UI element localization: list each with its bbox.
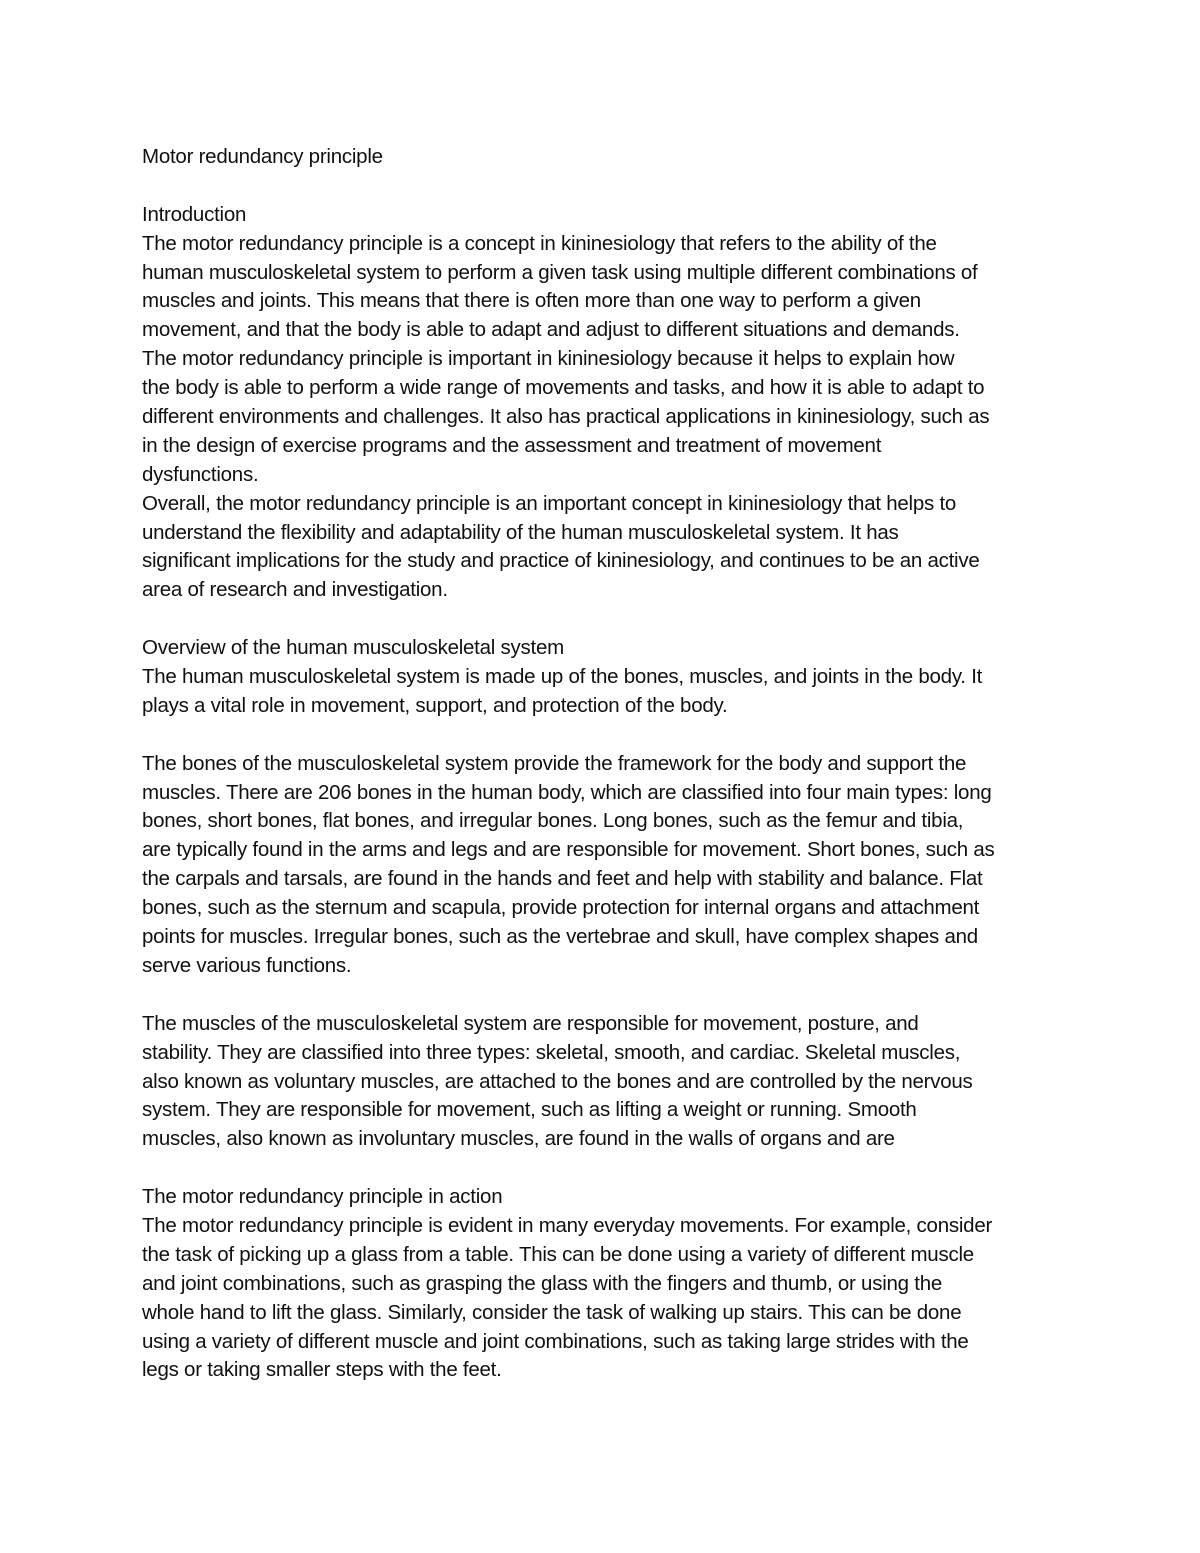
blank-line [142, 981, 1072, 1010]
document-page [142, 143, 1072, 1385]
text-line: serve various functions. [142, 953, 352, 977]
text-line: movement, and that the body is able to adapt and adjust to different situations and demands. [142, 318, 960, 342]
text-line: The motor redundancy principle is evident in many everyday movements. For example, consider [142, 1213, 993, 1237]
text-line: in the design of exercise programs and the assessment and treatment of movement [142, 433, 882, 457]
section-heading: Overview of the human musculoskeletal system [142, 636, 564, 660]
text-line: legs or taking smaller steps with the feet. [142, 1358, 502, 1382]
text-line: system. They are responsible for movement, such as lifting a weight or running. Smooth [142, 1098, 917, 1122]
text-line: muscles, also known as involuntary muscles, are found in the walls of organs and are [142, 1127, 895, 1151]
text-line: the body is able to perform a wide range of movements and tasks, and how it is able to adapt to [142, 376, 985, 400]
text-line: dysfunctions. [142, 462, 259, 486]
section-introduction [142, 201, 1072, 605]
paragraph-bones [142, 750, 1072, 981]
text-line: area of research and investigation. [142, 578, 448, 602]
blank-line [142, 721, 1072, 750]
text-line: stability. They are classified into three types: skeletal, smooth, and cardiac. Skeletal muscles, [142, 1040, 961, 1064]
text-line: The human musculoskeletal system is made up of the bones, muscles, and joints in the body. It [142, 665, 983, 689]
text-line: muscles and joints. This means that there is often more than one way to perform a given [142, 289, 921, 313]
text-line: The bones of the musculoskeletal system provide the framework for the body and support the [142, 751, 967, 775]
text-line: are typically found in the arms and legs and are responsible for movement. Short bones, such as [142, 838, 995, 862]
blank-line [142, 172, 1072, 201]
paragraph-muscles [142, 1010, 1072, 1154]
blank-line [142, 1154, 1072, 1183]
text-line: understand the flexibility and adaptability of the human musculoskeletal system. It has [142, 520, 899, 544]
section-heading: The motor redundancy principle in action [142, 1185, 503, 1209]
section-in-action [142, 1183, 1072, 1385]
text-line: and joint combinations, such as grasping the glass with the fingers and thumb, or using the [142, 1271, 943, 1295]
text-line: bones, such as the sternum and scapula, provide protection for internal organs and attachment [142, 896, 980, 920]
text-line: Overall, the motor redundancy principle is an important concept in kininesiology that helps to [142, 491, 957, 515]
text-line: human musculoskeletal system to perform a given task using multiple different combinations of [142, 260, 978, 284]
text-line: The motor redundancy principle is important in kininesiology because it helps to explain how [142, 347, 955, 371]
text-line: the task of picking up a glass from a table. This can be done using a variety of different muscle [142, 1242, 974, 1266]
text-line: points for muscles. Irregular bones, such as the vertebrae and skull, have complex shapes and [142, 925, 978, 949]
document-title: Motor redundancy principle [142, 145, 383, 168]
text-line: whole hand to lift the glass. Similarly, consider the task of walking up stairs. This can be done [142, 1300, 962, 1324]
text-line: using a variety of different muscle and joint combinations, such as taking large strides with the [142, 1329, 969, 1353]
text-line: significant implications for the study and practice of kininesiology, and continues to be an active [142, 549, 980, 573]
text-line: also known as voluntary muscles, are attached to the bones and are controlled by the nervous [142, 1069, 973, 1093]
blank-line [142, 605, 1072, 634]
section-heading: Introduction [142, 202, 247, 226]
text-line: muscles. There are 206 bones in the human body, which are classified into four main types: long [142, 780, 992, 804]
text-line: bones, short bones, flat bones, and irregular bones. Long bones, such as the femur and tibia, [142, 809, 964, 833]
text-line: The motor redundancy principle is a concept in kininesiology that refers to the ability of the [142, 231, 937, 255]
text-line: different environments and challenges. It also has practical applications in kininesiology, such as [142, 405, 990, 429]
section-overview [142, 634, 1072, 721]
text-line: The muscles of the musculoskeletal system are responsible for movement, posture, and [142, 1011, 919, 1035]
text-line: the carpals and tarsals, are found in the hands and feet and help with stability and balance. Flat [142, 867, 983, 891]
text-line: plays a vital role in movement, support, and protection of the body. [142, 693, 728, 717]
